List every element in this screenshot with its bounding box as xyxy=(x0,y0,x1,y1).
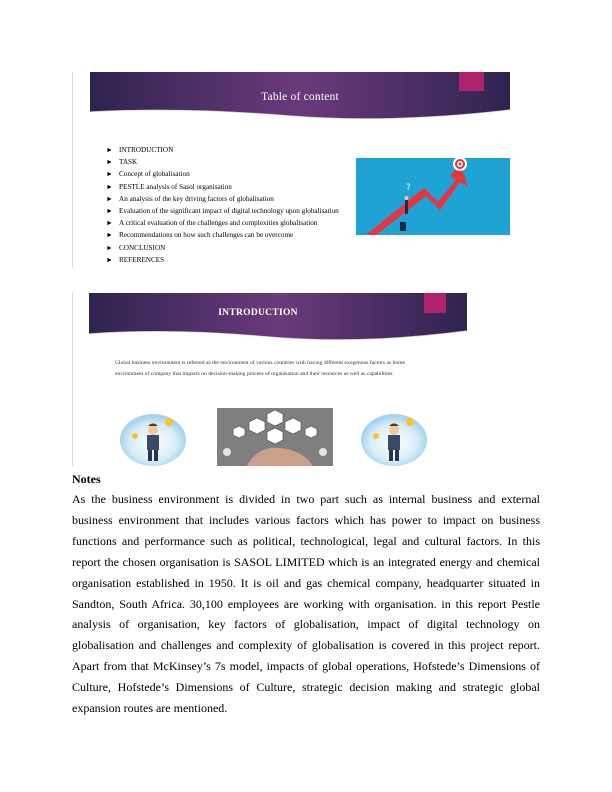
notes-body: As the business environment is divided in two part such as internal business and external business environment that includes various factors which has power to impact on business functions and performance such as political, technological, legal and cultural factors. In this report the chosen organisation is SASOL LIMITED which is an integrated energy and chemical organisation established in 1950. It is oil and gas chemical company, headquarter situated in Sandton, South Africa. 30,100 employees are working with organisation. in this report Pestle analysis of organisation, key factors of globalisation, impact of digital technology on globalisation and challenges and complexity of globalisation is covered in this project report. Apart from that McKinsey’s 7s model, impacts of global operations, Hofstede’s Dimensions of Culture, Hofstede’s Dimensions of Culture, strategic decision making and strategic global expansion routes are mentioned. xyxy=(72,492,540,716)
toc-item: ► Concept of globalisation xyxy=(106,170,190,179)
svg-text:?: ? xyxy=(406,183,411,193)
digital-technology-hand-image xyxy=(217,408,333,466)
toc-list xyxy=(106,144,339,266)
slide-header-banner xyxy=(89,293,467,343)
toc-item: ► A critical evaluation of the challenges and complexities globalisation xyxy=(106,219,318,228)
toc-item: ► REFERENCES xyxy=(106,255,165,264)
notes-heading: Notes xyxy=(72,472,101,486)
businessman-idea-illustration xyxy=(360,408,428,466)
slide-border xyxy=(72,72,73,268)
toc-item: ► INTRODUCTION xyxy=(106,146,174,154)
slide-border xyxy=(72,292,73,466)
businessman-idea-illustration xyxy=(119,408,187,466)
toc-item: ► TASK xyxy=(106,158,138,167)
target-growth-illustration xyxy=(356,158,510,235)
slide-body-text: Global business environment is referred as the environment of various countries with having different exogenous factors as home environment of company that impacts on decision-making process of organisation and their resources as well as capabilities. xyxy=(115,360,405,377)
slide-introduction xyxy=(72,292,484,466)
toc-item: ► CONCLUSION xyxy=(106,243,166,252)
toc-item: ► An analysis of the key driving factors of globalisation xyxy=(106,194,274,203)
toc-item: ► Evaluation of the significant impact of digital technology upon globalisation xyxy=(106,206,339,215)
toc-item: ► Recommendations on how such challenges can be overcome xyxy=(106,231,294,240)
slide-table-of-content xyxy=(72,72,510,268)
toc-item: ► PESTLE analysis of Sasol organisation xyxy=(106,182,232,191)
slide-title: Table of content xyxy=(261,91,339,103)
slide-title: INTRODUCTION xyxy=(218,308,298,318)
